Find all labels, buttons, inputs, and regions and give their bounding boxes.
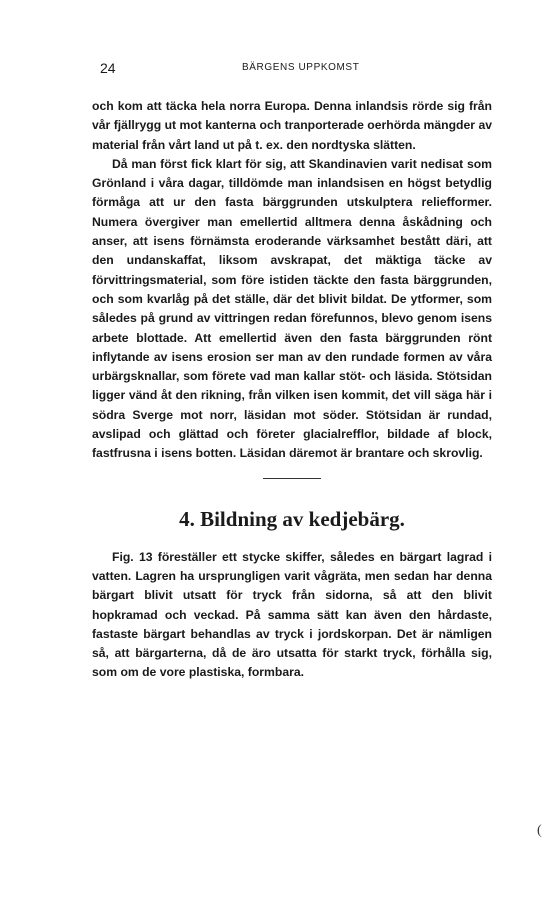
margin-mark: ( [537, 823, 542, 838]
paragraph-continuation: och kom att täcka hela norra Europa. Denna inlandsis rörde sig från vår fjällrygg ut mot kanterna och tranporterade oerhörda mängder av material från vårt land ut på t. ex. den nordtyska slätten. [92, 99, 492, 152]
running-title: BÄRGENS UPPKOMST [242, 62, 360, 73]
section-divider [263, 478, 321, 479]
page-number: 24 [100, 60, 116, 76]
paragraph-fold-mountains: Fig. 13 föreställer ett stycke skiffer, således en bärgart lagrad i vatten. Lagren ha ursprungligen varit vågräta, men sedan har denna bärgart blivit utsatt för tryck från sidorna, så att den blivit hopkramad och veckad. På samma sätt kan även den hårdaste, fastaste bärgart behandlas av tryck i jordskorpan. Det är nämligen så, att bärgarterna, då de äro utsatta för starkt tryck, förhålla sig, som om de vore plastiska, formbara. [92, 549, 492, 680]
section-body [92, 548, 492, 683]
book-page [92, 60, 492, 683]
section-heading: 4. Bildning av kedjebärg. [179, 506, 405, 531]
paragraph-glacial-erosion: Då man först fick klart för sig, att Skandinavien varit nedisat som Grönland i våra dagar, tilldömde man inlandsisen en högst betydlig förmåga att ur den fasta bärggrunden utskulptera reliefformer. Numera övergiver man emellertid alltmera denna åskådning och anser, att isens förnämsta eroderande värksamhet bestått däri, att den undanskaffat, liksom avskrapat, det mäktiga täcke av förvittringsmaterial, som före istiden täckte den fasta bärggrunden, och som kvarlåg på det ställe, där det blivit bildat. De ytformer, som således på grund av vittringen redan förefunnos, blevo genom isens arbete blottade. Att emellertid även den fasta bärggrunden rönt inflytande av isens erosion ser man av den rundade formen av våra urbärgsknallar, som förete vad man kallar stöt- och läsida. Stötsidan ligger vänd åt den rikning, från vilken isen kommit, det vill säga här i södra Sverge mot norr, läsidan mot söder. Stötsidan är rundad, avslipad och glättad och företer glacialrefflor, bildade af block, fastfrusna i isens botten. Läsidan däremot är brantare och skrovlig. [92, 156, 492, 461]
running-header [92, 60, 492, 80]
body-text [92, 97, 492, 464]
